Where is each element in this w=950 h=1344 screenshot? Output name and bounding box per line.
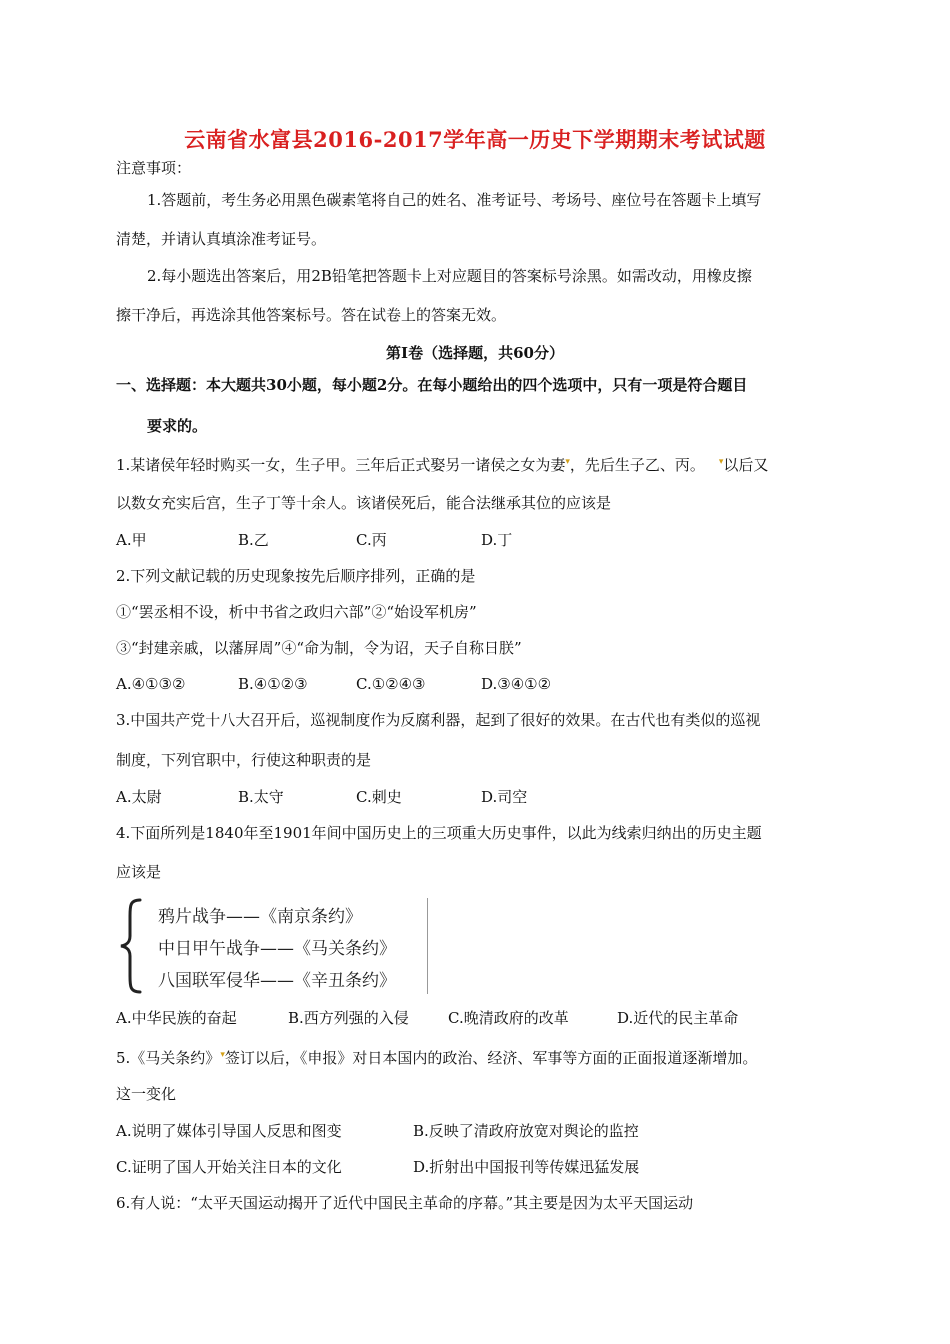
question-3-line-1: 3.中国共产党十八大召开后，巡视制度作为反腐利器，起到了很好的效果。在古代也有类似的巡视 (116, 711, 761, 729)
question-2-items-line-2: ③“封建亲戚，以藩屏周”④“命为制，令为诏，天子自称日朕” (116, 639, 522, 657)
question-4-line-1: 4.下面所列是1840年至1901年间中国历史上的三项重大历史事件，以此为线索归纳出的历史主题 (116, 824, 762, 842)
question-1-text-a: 1.某诸侯年轻时购买一女，生子甲。三年后正式娶另一诸侯之女为妻 (116, 456, 566, 474)
question-2-items-line-1: ①“罢丞相不设，析中书省之政归六部”②“始设军机房” (116, 603, 477, 621)
question-5-text-b: 签订以后，《申报》对日本国内的政治、经济、军事等方面的正面报道逐渐增加。 (224, 1049, 758, 1067)
notice-item-2-line-1: 2.每小题选出答案后，用2B铅笔把答题卡上对应题目的答案标号涂黑。如需改动，用橡皮擦 (147, 267, 752, 285)
question-3-line-2: 制度，下列官职中，行使这种职责的是 (116, 751, 372, 769)
figure-row-opium-war: 鸦片战争——《南京条约》 (158, 907, 362, 927)
question-6-line-1: 6.有人说：“太平天国运动揭开了近代中国民主革命的序幕。”其主要是因为太平天国运动 (116, 1194, 694, 1212)
question-2-option-c: C.①②④③ (356, 675, 426, 693)
question-1-line-1 (116, 452, 768, 475)
question-1-line-2: 以数女充实后宫，生子丁等十余人。该诸侯死后，能合法继承其位的应该是 (116, 494, 612, 512)
notice-item-2-line-2: 擦干净后，再选涂其他答案标号。答在试卷上的答案无效。 (116, 306, 507, 324)
question-1-option-a: A.甲 (116, 531, 147, 549)
notice-item-1-line-2: 清楚，并请认真填涂准考证号。 (116, 230, 327, 248)
question-3-option-b: B.太守 (238, 788, 284, 806)
section-instruction-line-1: 一、选择题：本大题共30小题，每小题2分。在每小题给出的四个选项中，只有一项是符合题目 (116, 376, 748, 394)
section-instruction-line-2: 要求的。 (147, 417, 208, 435)
question-4-line-2: 应该是 (116, 863, 162, 881)
figure-right-border (427, 898, 428, 994)
question-1-option-b: B.乙 (238, 531, 269, 549)
question-2-option-b: B.④①②③ (238, 675, 308, 693)
question-3-option-c: C.刺史 (356, 788, 402, 806)
page-title: 云南省水富县2016-2017学年高一历史下学期期末考试试题 (184, 127, 766, 152)
question-2-option-a: A.④①③② (116, 675, 186, 693)
question-1-option-d: D.丁 (481, 531, 513, 549)
question-3-option-a: A.太尉 (116, 788, 162, 806)
section-heading: 第Ⅰ卷（选择题，共60分） (386, 344, 564, 362)
question-5-option-c: C.证明了国人开始关注日本的文化 (116, 1158, 342, 1176)
question-1-option-c: C.丙 (356, 531, 387, 549)
curly-brace-icon (118, 898, 146, 994)
question-3-option-d: D.司空 (481, 788, 528, 806)
question-4-figure (116, 896, 428, 996)
edit-mark-icon: ▾ (565, 457, 570, 467)
figure-row-eight-nation-alliance: 八国联军侵华——《辛丑条约》 (158, 971, 396, 991)
question-5-line-1 (116, 1045, 757, 1068)
question-4-option-d: D.近代的民主革命 (617, 1009, 739, 1027)
question-4-option-b: B.西方列强的入侵 (288, 1009, 409, 1027)
question-1-text-c: 以后又 (723, 456, 769, 474)
question-2-option-d: D.③④①② (481, 675, 552, 693)
question-2-stem: 2.下列文献记载的历史现象按先后顺序排列，正确的是 (116, 567, 476, 585)
edit-mark-icon: ▾ (220, 1050, 225, 1060)
question-5-option-b: B.反映了清政府放宽对舆论的监控 (413, 1122, 639, 1140)
edit-mark-icon: ▾ (718, 457, 724, 467)
figure-row-sino-japanese-war: 中日甲午战争——《马关条约》 (158, 939, 396, 959)
question-4-option-a: A.中华民族的奋起 (116, 1009, 237, 1027)
notice-heading: 注意事项： (116, 159, 192, 177)
question-5-option-a: A.说明了媒体引导国人反思和图变 (116, 1122, 342, 1140)
question-1-text-b: ，先后生子乙、丙。 (569, 456, 705, 474)
notice-item-1-line-1: 1.答题前，考生务必用黑色碳素笔将自己的姓名、准考证号、考场号、座位号在答题卡上填写 (147, 191, 762, 209)
question-5-option-d: D.折射出中国报刊等传媒迅猛发展 (413, 1158, 640, 1176)
question-5-text-a: 5.《马关条约》 (116, 1049, 221, 1067)
question-5-line-2: 这一变化 (116, 1085, 177, 1103)
question-4-option-c: C.晚清政府的改革 (448, 1009, 569, 1027)
